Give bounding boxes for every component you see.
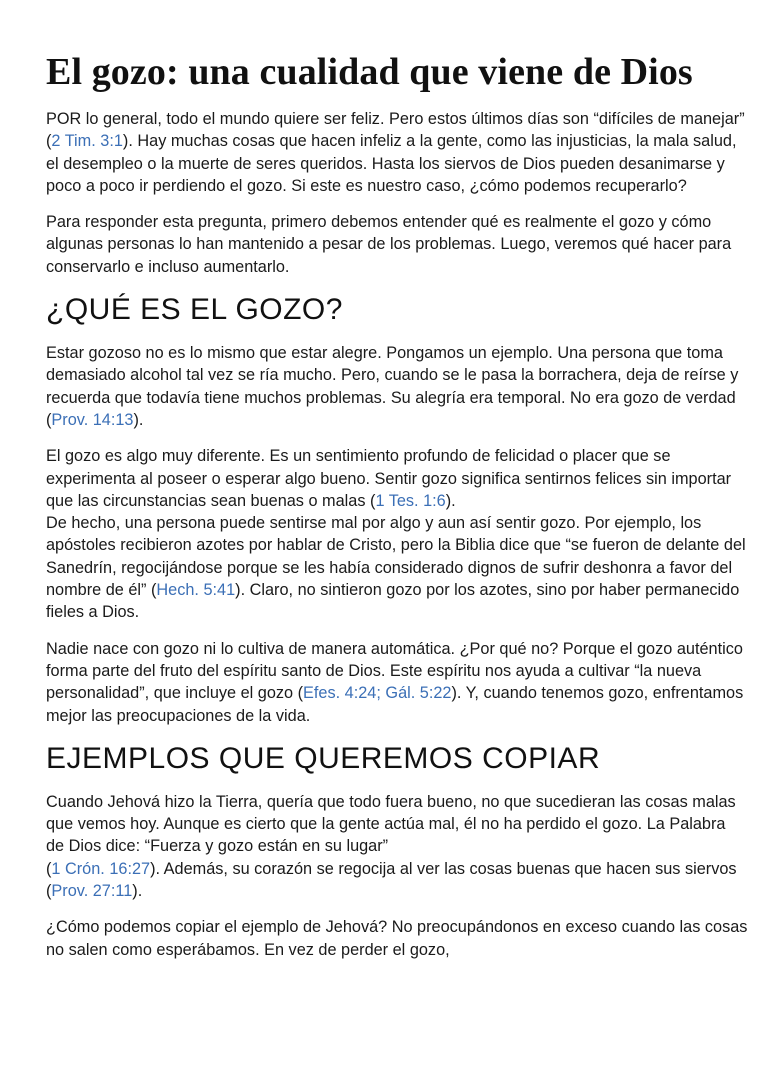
section2-paragraph-1 — [46, 791, 748, 902]
text-run: ). — [132, 882, 143, 901]
section1-paragraph-1 — [46, 342, 748, 431]
section-heading-que-es-el-gozo: ¿QUÉ ES EL GOZO? — [46, 293, 343, 327]
article-title: El gozo: una cualidad que viene de Dios — [46, 51, 693, 93]
article — [0, 50, 768, 961]
scripture-link[interactable]: Prov. 27:11 — [51, 882, 133, 901]
scripture-link[interactable]: Hech. 5:41 — [156, 581, 236, 600]
text-run: ). Claro, no sintieron gozo por los azotes, sino por haber permanecido fieles a Dios. — [46, 581, 740, 622]
scripture-link[interactable]: Efes. 4:24; Gál. 5:22 — [303, 684, 452, 703]
text-run: De hecho, una persona puede sentirse mal por algo y aun así sentir gozo. Por ejemplo, los apóstoles recibieron azotes por hablar de Cristo, pero la Biblia dice que “se fueron de delante del Sanedrín, regocijándose porque se les había considerado dignos de sufrir deshonra a favor del nombre de él” ( — [46, 514, 746, 600]
scripture-link[interactable]: 1 Tes. 1:6 — [375, 491, 446, 510]
text-run: ). Hay muchas cosas que hacen infeliz a la gente, como las injusticias, la mala salud, el desempleo o la muerte de seres queridos. Hasta los siervos de Dios pueden desanimarse y poco a poco ir perdiendo el gozo. Si este es nuestro caso, ¿cómo podemos recuperarlo? — [46, 132, 737, 195]
section1-paragraph-3 — [46, 638, 748, 727]
text-run: ). Además, su corazón se regocija al ver las cosas buenas que hacen sus siervos ( — [46, 859, 737, 901]
text-run: Cuando Jehová hizo la Tierra, quería que todo fuera bueno, no que sucedieran las cosas malas que vemos hoy. Aunque es cierto que la gente actúa mal, él no ha perdido el gozo. La Palabra de Dios dice: “Fuerza y gozo están en su lugar” — [46, 792, 736, 856]
text-run: Estar gozoso no es lo mismo que estar alegre. Pongamos un ejemplo. Una persona que toma demasiado alcohol tal vez se ría mucho. Pero, cuando se le pasa la borrachera, deja de reírse y recuerda que todavía tiene muchos problemas. Su alegría era temporal. No era gozo de verdad ( — [46, 344, 739, 429]
scripture-link[interactable]: 1 Crón. 16:27 — [51, 859, 151, 878]
text-run: ( — [46, 859, 52, 878]
text-run: ). — [445, 491, 456, 510]
text-run: El gozo es algo muy diferente. Es un sentimiento profundo de felicidad o placer que se experimenta al poseer o esperar algo bueno. Sentir gozo significa sentirnos felices sin importar que las circunstancias sean buenas o malas ( — [46, 447, 732, 510]
text-run: POR lo general, todo el mundo quiere ser feliz. Pero estos últimos días son “difíciles de manejar” ( — [46, 110, 745, 151]
section1-paragraph-2 — [46, 445, 748, 623]
text-run: ). Y, cuando tenemos gozo, enfrentamos mejor las preocupaciones de la vida. — [46, 684, 744, 725]
scripture-link[interactable]: 2 Tim. 3:1 — [51, 132, 123, 151]
section-heading-ejemplos: EJEMPLOS QUE QUEREMOS COPIAR — [46, 741, 601, 775]
text-run: ). — [133, 410, 144, 429]
section2-paragraph-2: ¿Cómo podemos copiar el ejemplo de Jehová? No preocupándonos en exceso cuando las cosas no salen como esperábamos. En vez de perder el gozo, — [46, 918, 748, 959]
scripture-link[interactable]: Prov. 14:13 — [51, 410, 134, 429]
text-run: Nadie nace con gozo ni lo cultiva de manera automática. ¿Por qué no? Porque el gozo auténtico forma parte del fruto del espíritu santo de Dios. Este espíritu nos ayuda a cultivar “la nueva personalidad”, que incluye el gozo ( — [46, 639, 743, 703]
intro-paragraph-1 — [46, 108, 748, 197]
intro-paragraph-2: Para responder esta pregunta, primero debemos entender qué es realmente el gozo y cómo algunas personas lo han mantenido a pesar de los problemas. Luego, veremos qué hacer para conservarlo e incluso aumentarlo. — [46, 213, 732, 276]
